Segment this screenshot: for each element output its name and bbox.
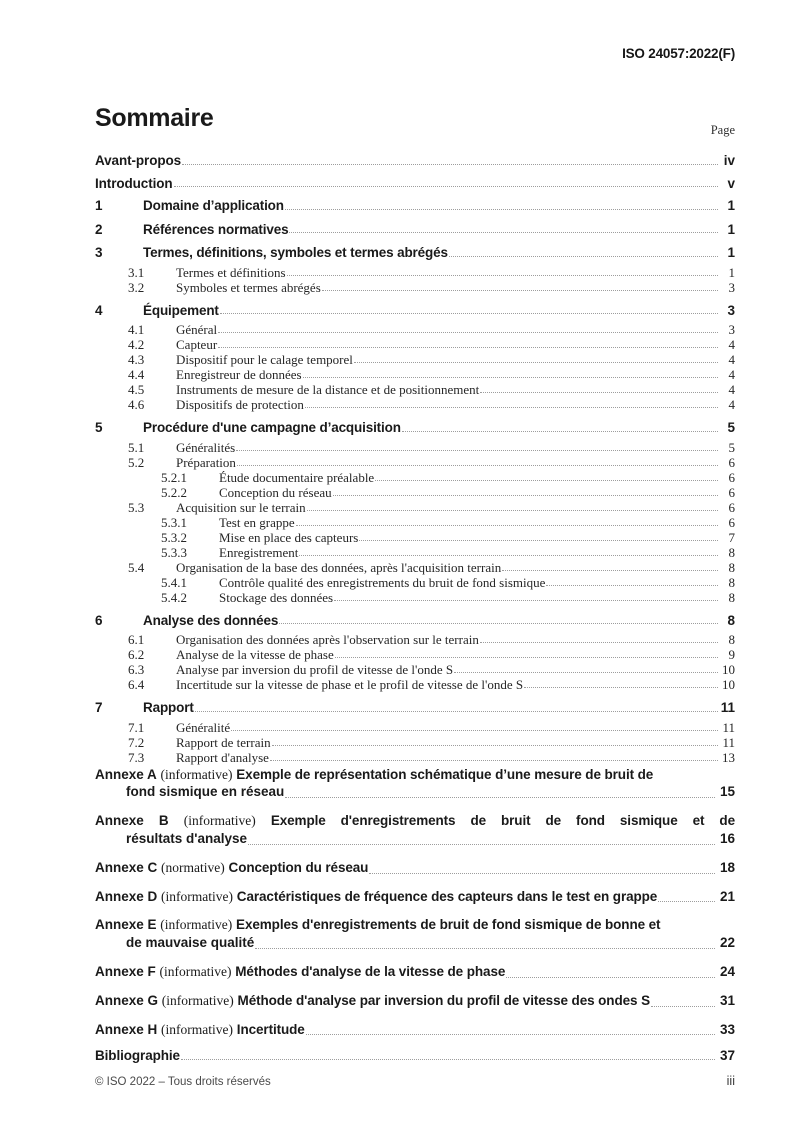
- toc-annexe-entry[interactable]: [95, 963, 735, 981]
- toc-leader-dots: [359, 540, 718, 541]
- toc-entry-number: 4.3: [128, 352, 145, 367]
- toc-entry-page-number: 6: [728, 514, 735, 530]
- toc-annexe-kind: (informative): [161, 992, 234, 1008]
- toc-entry-page-number: 33: [719, 1021, 735, 1037]
- toc-entry-page-number: 37: [719, 1048, 735, 1064]
- toc-entry-number: 5.3.3: [161, 544, 187, 560]
- toc-entry-number: 7.1: [128, 719, 145, 735]
- toc-entry-number: 3.2: [128, 279, 145, 295]
- toc-entry-level-3[interactable]: [95, 471, 735, 484]
- document-reference-header: ISO 24057:2022(F): [622, 46, 735, 61]
- toc-annexe-head: [95, 992, 650, 1010]
- toc-entry-page-number: iv: [723, 153, 735, 168]
- toc-entry-number: 7.2: [128, 734, 145, 750]
- toc-leader-dots: [303, 377, 718, 378]
- toc-annexe-title: Incertitude: [236, 1021, 305, 1037]
- toc-entry-level-2[interactable]: [95, 456, 735, 469]
- toc-entry-page-number: 11: [722, 734, 735, 750]
- toc-entry-number: 4: [95, 302, 103, 318]
- toc-entry-number: 5.4.1: [161, 574, 187, 590]
- toc-annexe-head: [95, 1021, 305, 1039]
- toc-entry-level-2[interactable]: [95, 323, 735, 336]
- toc-entry-title: Bibliographie: [95, 1048, 180, 1064]
- toc-entry-title: Mise en place des capteurs: [219, 529, 359, 545]
- toc-entry-title: Introduction: [95, 175, 173, 191]
- toc-entry-level-1[interactable]: [95, 199, 735, 213]
- toc-entry-page-number: 6: [728, 454, 735, 470]
- toc-annexe-entry[interactable]: [95, 1021, 735, 1039]
- toc-entry-title: Rapport d'analyse: [176, 749, 269, 765]
- toc-annexe-title: Caractéristiques de fréquence des capteurs dans le test en grappe: [236, 888, 658, 904]
- page-footer: [95, 1074, 735, 1088]
- toc-leader-dots: [289, 232, 718, 233]
- toc-entry-title: Rapport: [143, 700, 194, 715]
- toc-annexe-entry[interactable]: [95, 888, 735, 906]
- page-column-label: Page: [710, 123, 735, 137]
- toc-entry-number: 5.4: [128, 559, 145, 575]
- toc-entry-number: 5.2.2: [161, 484, 187, 500]
- toc-entry-level-1[interactable]: [95, 304, 735, 318]
- toc-entry-level-2[interactable]: [95, 266, 735, 279]
- toc-annexe-body: [95, 1021, 735, 1039]
- toc-annexe-title: Méthode d'analyse par inversion du profil de vitesse des ondes S: [237, 992, 650, 1008]
- toc-entry-page-number: 1: [727, 245, 735, 260]
- toc-leader-dots: [182, 164, 718, 165]
- toc-entry-level-2[interactable]: [95, 751, 735, 764]
- toc-entry-number: 7.3: [128, 749, 145, 765]
- toc-entry-level-2[interactable]: [95, 633, 735, 646]
- toc-leader-dots: [334, 600, 718, 601]
- toc-leader-dots: [369, 873, 715, 874]
- toc-entry-title: Équipement: [143, 302, 219, 318]
- toc-entry-number: 6.3: [128, 662, 145, 677]
- toc-leader-dots: [335, 657, 718, 658]
- toc-annexe-title: Exemple d'enregistrements de bruit de fond sismique et de: [270, 813, 735, 829]
- toc-entry-page-number: 1: [727, 198, 735, 213]
- toc-entry-level-2[interactable]: [95, 736, 735, 749]
- toc-leader-dots: [305, 407, 718, 408]
- toc-annexe-kind: (informative): [159, 964, 232, 979]
- toc-leader-dots: [279, 623, 718, 624]
- toc-entry-page-number: 6: [728, 484, 735, 500]
- toc-leader-dots: [449, 256, 718, 257]
- toc-bibliography-entry[interactable]: [95, 1049, 735, 1063]
- toc-entry-page-number: 8: [728, 632, 735, 647]
- toc-leader-dots: [272, 745, 718, 746]
- toc-leader-dots: [195, 711, 718, 712]
- toc-annexe-kind: (informative): [160, 766, 233, 782]
- toc-entry-title: Enregistreur de données: [176, 367, 302, 382]
- toc-entry-level-2[interactable]: [95, 441, 735, 454]
- toc-entry-title: Rapport de terrain: [176, 734, 271, 750]
- toc-annexe-title: Exemples d'enregistrements de bruit de fond sismique de bonne et: [236, 917, 661, 933]
- toc-entry-number: 4.6: [128, 397, 145, 412]
- toc-front-matter-entry[interactable]: [95, 177, 735, 191]
- page-title: Sommaire: [95, 104, 214, 132]
- toc-annexe-entry[interactable]: [95, 859, 735, 877]
- toc-entry-number: 4.2: [128, 337, 145, 352]
- toc-annexe-label: Annexe C: [95, 859, 158, 875]
- toc-entry-page-number: 16: [719, 830, 735, 846]
- toc-entry-level-3[interactable]: [95, 516, 735, 529]
- toc-entry-title: Incertitude sur la vitesse de phase et le profil de vitesse de l'onde S: [176, 677, 524, 692]
- toc-leader-dots: [237, 465, 718, 466]
- toc-entry-page-number: 8: [728, 559, 735, 575]
- toc-annexe-kind: (informative): [161, 1021, 234, 1037]
- toc-entry-level-2[interactable]: [95, 383, 735, 396]
- toc-annexe-body: [95, 766, 735, 802]
- toc-entry-level-2[interactable]: [95, 353, 735, 366]
- toc-annexe-body: [95, 812, 735, 848]
- toc-annexe-title-continued: de mauvaise qualité: [126, 935, 255, 951]
- toc-annexe-kind: (informative): [183, 813, 256, 829]
- toc-entry-title: Organisation de la base des données, après l'acquisition terrain: [176, 559, 502, 575]
- toc-leader-dots: [375, 480, 718, 481]
- toc-entry-title: Préparation: [176, 454, 236, 470]
- toc-entry-number: 7: [95, 700, 103, 715]
- toc-entry-page-number: 4: [728, 382, 735, 397]
- toc-entry-page-number: 4: [728, 337, 735, 352]
- toc-entry-title: Test en grappe: [219, 514, 295, 530]
- toc-entry-title: Analyse par inversion du profil de vitesse de l'onde S: [176, 662, 454, 677]
- toc-leader-dots: [220, 313, 718, 314]
- toc-entry-number: 4.4: [128, 367, 145, 382]
- toc-entry-title: Termes, définitions, symboles et termes abrégés: [143, 245, 448, 260]
- toc-entry-number: 4.1: [128, 322, 145, 337]
- copyright-notice: © ISO 2022 – Tous droits réservés: [95, 1076, 271, 1088]
- toc-entry-number: 6.4: [128, 677, 145, 692]
- toc-leader-dots: [506, 977, 715, 978]
- toc-entry-title: Enregistrement: [219, 544, 299, 560]
- toc-annexe-title-continued: résultats d'analyse: [126, 830, 248, 846]
- toc-leader-dots: [402, 431, 718, 432]
- toc-entry-page-number: 3: [728, 279, 735, 295]
- toc-entry-page-number: 4: [728, 367, 735, 382]
- toc-leader-dots: [354, 362, 718, 363]
- toc-entry-page-number: 8: [728, 574, 735, 590]
- toc-entry-title: Domaine d’application: [143, 198, 284, 213]
- toc-entry-title: Organisation des données après l'observation sur le terrain: [176, 632, 479, 647]
- title-row: [95, 104, 735, 138]
- toc-entry-page-number: 24: [719, 964, 735, 979]
- toc-annexe-title-continued: fond sismique en réseau: [126, 784, 285, 800]
- toc-entry-title: Étude documentaire préalable: [219, 469, 375, 485]
- toc-entry-level-3[interactable]: [95, 546, 735, 559]
- toc-leader-dots: [502, 570, 718, 571]
- toc-entry-number: 6.1: [128, 632, 145, 647]
- toc-annexe-label: Annexe F: [95, 964, 156, 979]
- toc-entry-title: Procédure d'une campagne d’acquisition: [143, 420, 401, 435]
- toc-annexe-line-1: [95, 812, 735, 830]
- toc-annexe-body: [95, 916, 735, 952]
- toc-leader-dots: [480, 392, 718, 393]
- toc-entry-page-number: 3: [727, 302, 735, 318]
- toc-entry-title: Contrôle qualité des enregistrements du bruit de fond sismique: [219, 574, 546, 590]
- toc-entry-page-number: 15: [719, 784, 735, 800]
- toc-entry-level-2[interactable]: [95, 721, 735, 734]
- toc-leader-dots: [181, 1059, 715, 1060]
- toc-annexe-kind: (informative): [161, 888, 234, 904]
- toc-entry-title: Dispositifs de protection: [176, 397, 304, 412]
- toc-leader-dots: [248, 844, 715, 845]
- toc-entry-level-1[interactable]: [95, 614, 735, 628]
- toc-annexe-entry[interactable]: [95, 812, 735, 848]
- toc-entry-number: 4.5: [128, 382, 145, 397]
- toc-entry-number: 5.2.1: [161, 469, 187, 485]
- toc-annexe-body: [95, 859, 735, 877]
- toc-entry-number: 3: [95, 245, 103, 260]
- toc-annexe-title: Conception du réseau: [228, 859, 369, 875]
- toc-leader-dots: [306, 1034, 715, 1035]
- toc-entry-page-number: 9: [728, 647, 735, 662]
- toc-entry-level-2[interactable]: [95, 281, 735, 294]
- toc-entry-page-number: 11: [720, 700, 735, 715]
- toc-entry-page-number: 22: [719, 935, 735, 951]
- toc-leader-dots: [285, 797, 715, 798]
- toc-leader-dots: [218, 332, 718, 333]
- toc-entry-level-2[interactable]: [95, 663, 735, 676]
- toc-annexe-line-2: [95, 783, 735, 801]
- toc-leader-dots: [322, 290, 718, 291]
- toc-leader-dots: [236, 450, 718, 451]
- toc-leader-dots: [546, 585, 718, 586]
- toc-entry-level-1[interactable]: [95, 223, 735, 237]
- toc-entry-title: Généralité: [176, 719, 231, 735]
- toc-entry-level-1[interactable]: [95, 701, 735, 715]
- toc-annexe-label: Annexe G: [95, 992, 159, 1008]
- toc-entry-title: Avant-propos: [95, 153, 182, 168]
- toc-leader-dots: [218, 347, 718, 348]
- toc-entry-level-3[interactable]: [95, 591, 735, 604]
- toc-entry-level-2[interactable]: [95, 338, 735, 351]
- toc-entry-page-number: v: [727, 175, 735, 191]
- toc-annexe-title: Méthodes d'analyse de la vitesse de phase: [235, 964, 506, 979]
- toc-entry-level-2[interactable]: [95, 561, 735, 574]
- toc-leader-dots: [333, 495, 718, 496]
- toc-entry-page-number: 7: [728, 529, 735, 545]
- toc-entry-page-number: 11: [722, 719, 735, 735]
- toc-entry-level-2[interactable]: [95, 648, 735, 661]
- toc-entry-level-3[interactable]: [95, 531, 735, 544]
- table-of-contents: [95, 154, 735, 1072]
- toc-entry-title: Généralités: [176, 439, 236, 455]
- toc-leader-dots: [299, 555, 718, 556]
- toc-entry-title: Instruments de mesure de la distance et de positionnement: [176, 382, 480, 397]
- toc-entry-number: 5.2: [128, 454, 145, 470]
- toc-annexe-entry[interactable]: [95, 992, 735, 1010]
- toc-annexe-title: Exemple de représentation schématique d’une mesure de bruit de: [236, 766, 654, 782]
- toc-entry-page-number: 21: [719, 888, 735, 904]
- toc-entry-level-3[interactable]: [95, 576, 735, 589]
- toc-entry-level-2[interactable]: [95, 501, 735, 514]
- toc-entry-page-number: 4: [728, 397, 735, 412]
- toc-entry-title: Symboles et termes abrégés: [176, 279, 321, 295]
- toc-entry-number: 5.4.2: [161, 589, 187, 605]
- toc-entry-title: Acquisition sur le terrain: [176, 499, 306, 515]
- toc-annexe-entry[interactable]: [95, 766, 735, 802]
- toc-leader-dots: [287, 275, 718, 276]
- toc-entry-level-2[interactable]: [95, 368, 735, 381]
- toc-entry-number: 5.3: [128, 499, 145, 515]
- toc-leader-dots: [296, 525, 718, 526]
- toc-entry-page-number: 6: [728, 499, 735, 515]
- toc-annexe-kind: (informative): [160, 917, 233, 933]
- toc-annexe-label: Annexe E: [95, 917, 157, 933]
- toc-entry-title: Dispositif pour le calage temporel: [176, 352, 353, 367]
- toc-entry-title: Termes et définitions: [176, 264, 286, 280]
- toc-leader-dots: [480, 642, 718, 643]
- toc-entry-title: Capteur: [176, 337, 218, 352]
- toc-annexe-body: [95, 963, 735, 981]
- toc-entry-level-1[interactable]: [95, 421, 735, 435]
- toc-annexe-head: [95, 859, 368, 877]
- toc-entry-number: 3.1: [128, 264, 145, 280]
- toc-entry-number: 2: [95, 221, 103, 237]
- toc-entry-number: 5.3.1: [161, 514, 187, 530]
- toc-entry-page-number: 8: [727, 612, 735, 628]
- toc-leader-dots: [524, 687, 718, 688]
- toc-entry-page-number: 1: [728, 264, 735, 280]
- toc-entry-number: 5: [95, 420, 103, 435]
- toc-front-matter-entry[interactable]: [95, 154, 735, 168]
- toc-entry-page-number: 1: [727, 221, 735, 237]
- toc-annexe-line-1: [95, 916, 735, 934]
- toc-entry-page-number: 10: [722, 662, 735, 677]
- toc-annexe-head: [95, 888, 657, 906]
- toc-annexe-head: [95, 963, 505, 981]
- toc-entry-page-number: 6: [728, 469, 735, 485]
- toc-annexe-label: Annexe B: [95, 813, 169, 829]
- toc-entry-title: Références normatives: [143, 221, 289, 237]
- page-folio: iii: [726, 1074, 735, 1088]
- toc-entry-title: Général: [176, 322, 218, 337]
- toc-leader-dots: [174, 186, 718, 187]
- toc-entry-page-number: 8: [728, 544, 735, 560]
- toc-entry-level-2[interactable]: [95, 398, 735, 411]
- toc-entry-page-number: 10: [722, 677, 735, 692]
- toc-entry-title: Analyse des données: [143, 612, 279, 628]
- toc-entry-title: Conception du réseau: [219, 484, 332, 500]
- toc-entry-title: Analyse de la vitesse de phase: [176, 647, 334, 662]
- toc-entry-number: 1: [95, 198, 103, 213]
- toc-entry-page-number: 18: [719, 859, 735, 875]
- toc-entry-number: 5.1: [128, 439, 145, 455]
- toc-entry-number: 5.3.2: [161, 529, 187, 545]
- toc-entry-page-number: 5: [727, 420, 735, 435]
- toc-annexe-line-2: [95, 830, 735, 848]
- toc-entry-level-2[interactable]: [95, 678, 735, 691]
- toc-annexe-label: Annexe H: [95, 1021, 158, 1037]
- toc-leader-dots: [454, 672, 718, 673]
- toc-leader-dots: [285, 209, 718, 210]
- toc-leader-dots: [651, 1006, 715, 1007]
- toc-annexe-line-2: [95, 934, 735, 952]
- toc-leader-dots: [658, 901, 715, 902]
- toc-entry-page-number: 13: [722, 749, 735, 765]
- toc-entry-number: 6: [95, 612, 103, 628]
- toc-annexe-label: Annexe A: [95, 766, 157, 782]
- toc-entry-title: Stockage des données: [219, 589, 334, 605]
- toc-annexe-line-1: [95, 766, 735, 784]
- toc-leader-dots: [307, 510, 718, 511]
- toc-annexe-body: [95, 992, 735, 1010]
- toc-annexe-label: Annexe D: [95, 888, 158, 904]
- toc-annexe-body: [95, 888, 735, 906]
- toc-entry-level-3[interactable]: [95, 486, 735, 499]
- toc-annexe-entry[interactable]: [95, 916, 735, 952]
- toc-annexe-kind: (normative): [161, 859, 225, 875]
- toc-entry-number: 6.2: [128, 647, 145, 662]
- toc-entry-page-number: 3: [728, 322, 735, 337]
- toc-leader-dots: [231, 730, 718, 731]
- toc-leader-dots: [270, 760, 718, 761]
- toc-entry-page-number: 5: [728, 439, 735, 455]
- toc-entry-level-1[interactable]: [95, 246, 735, 260]
- toc-leader-dots: [255, 948, 715, 949]
- toc-entry-page-number: 31: [719, 992, 735, 1008]
- toc-entry-page-number: 4: [728, 352, 735, 367]
- toc-entry-page-number: 8: [728, 589, 735, 605]
